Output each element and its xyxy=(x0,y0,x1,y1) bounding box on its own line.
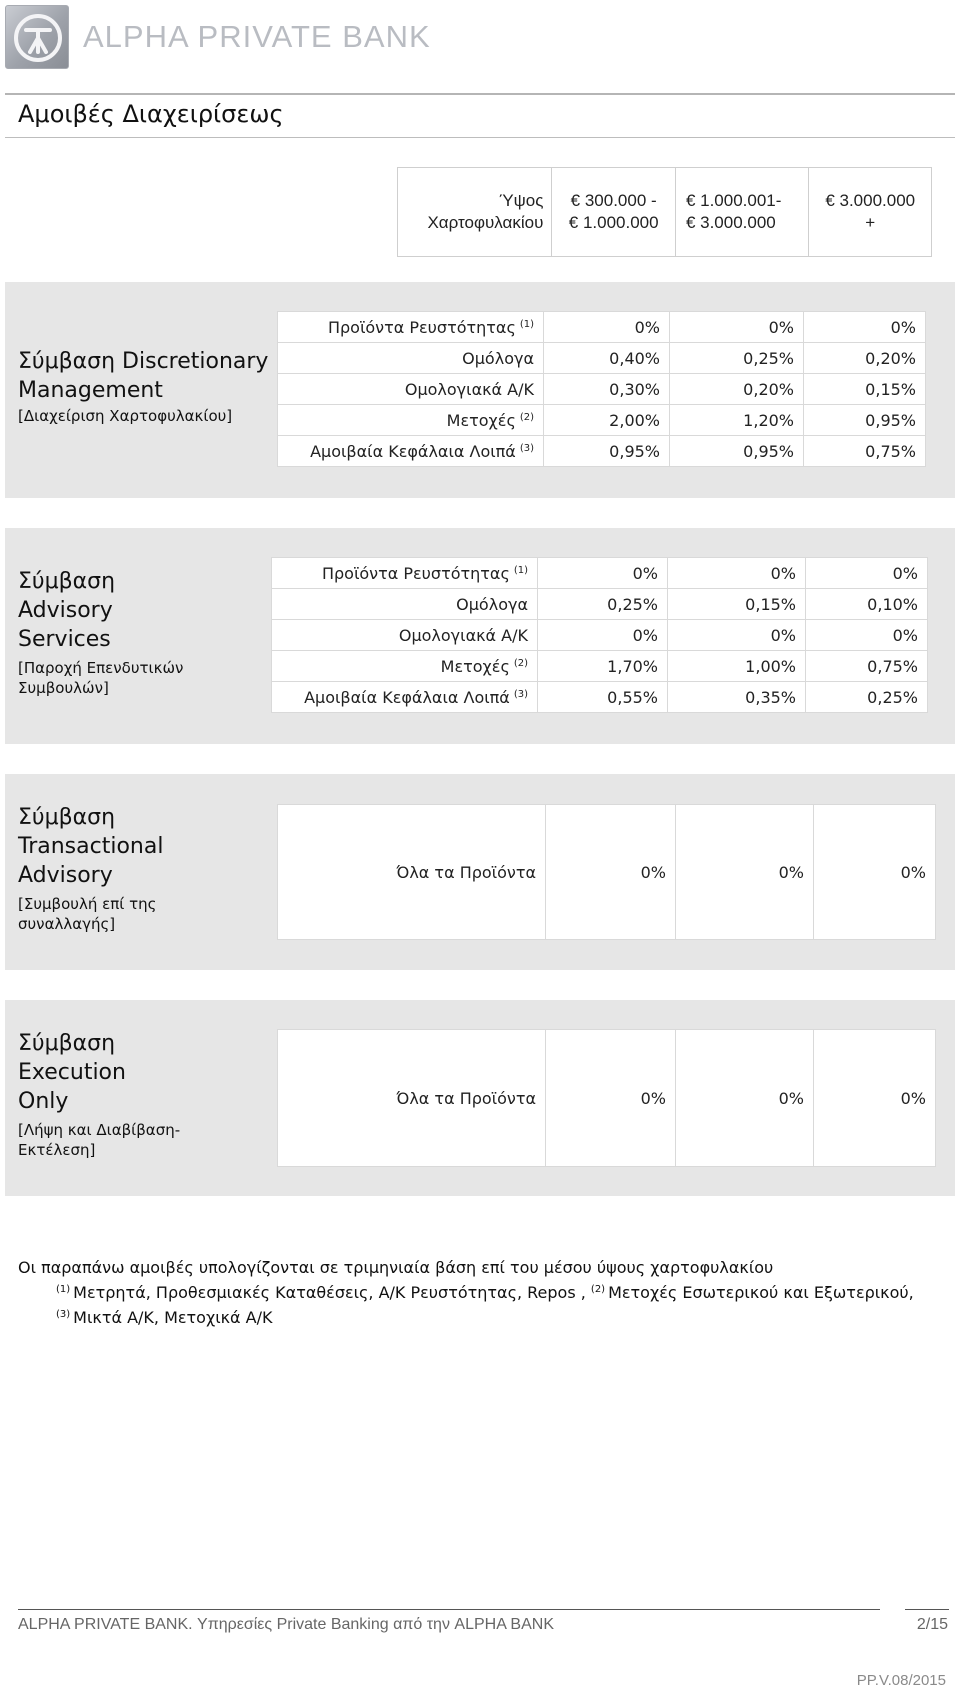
section-title-line: Advisory xyxy=(18,598,113,623)
footer-text: ALPHA PRIVATE BANK. Υπηρεσίες Private Banking από την ALPHA BANK xyxy=(18,1616,554,1633)
section-title-line: Management xyxy=(18,378,163,403)
section-transactional-advisory xyxy=(5,774,955,970)
fee-value: 0% xyxy=(814,805,936,940)
fee-value: 0,95% xyxy=(544,436,670,467)
table-row xyxy=(272,558,928,589)
product-cell xyxy=(272,682,538,713)
section-title-line: Σύμβαση Discretionary xyxy=(18,349,269,374)
footnote-text: Μετρητά, Προθεσμιακές Καταθέσεις, Α/Κ Ρευστότητας, Repos , xyxy=(73,1283,586,1302)
table-row xyxy=(272,589,928,620)
logo xyxy=(5,5,431,69)
portfolio-tiers-header xyxy=(397,167,932,257)
fee-value: 0,20% xyxy=(804,343,926,374)
section-title-line: Σύμβαση xyxy=(18,1031,116,1056)
tier-label-line: Ύψος xyxy=(499,191,544,210)
section-discretionary-management xyxy=(5,282,955,498)
fee-value: 0% xyxy=(806,620,928,651)
section-subtitle-line: [Παροχή Επενδυτικών xyxy=(18,659,184,677)
page-title: Αμοιβές Διαχειρίσεως xyxy=(18,100,284,128)
fee-value: 0,25% xyxy=(806,682,928,713)
fee-value: 0% xyxy=(546,1030,676,1167)
section-title xyxy=(18,1029,126,1116)
fee-value: 0% xyxy=(668,620,806,651)
section-title-line: Advisory xyxy=(18,863,113,888)
tier-range-line: € 3.000.000 xyxy=(685,213,776,232)
product-cell xyxy=(272,589,538,620)
fee-value: 0% xyxy=(538,558,668,589)
section-subtitle xyxy=(18,406,232,426)
fee-value: 0% xyxy=(804,312,926,343)
fee-value: 0,25% xyxy=(670,343,804,374)
section-subtitle-line: [Διαχείριση Χαρτοφυλακίου] xyxy=(18,407,233,425)
fee-table xyxy=(277,311,926,467)
section-subtitle xyxy=(18,658,183,698)
fee-value: 0% xyxy=(670,312,804,343)
section-title-line: Only xyxy=(18,1089,69,1114)
section-title xyxy=(18,803,163,890)
product-cell xyxy=(272,558,538,589)
product-cell xyxy=(278,312,544,343)
section-title xyxy=(18,347,268,405)
table-row xyxy=(278,405,926,436)
fee-value: 0,25% xyxy=(538,589,668,620)
section-subtitle-line: [Λήψη και Διαβίβαση- xyxy=(18,1121,181,1139)
table-row xyxy=(272,682,928,713)
header-rule xyxy=(5,93,955,95)
section-subtitle-line: [Συμβουλή επί της xyxy=(18,895,157,913)
fee-value: 0% xyxy=(676,1030,814,1167)
table-row xyxy=(272,651,928,682)
fee-value: 0,95% xyxy=(804,405,926,436)
footnote-text: Μετοχές Εσωτερικού και Εξωτερικού, xyxy=(608,1283,914,1302)
product-cell xyxy=(278,805,546,940)
product-cell xyxy=(272,651,538,682)
footnote-marker: (1) xyxy=(513,564,528,576)
footnote-marker: (3) xyxy=(519,442,534,454)
table-row xyxy=(278,312,926,343)
product-name: Μετοχές xyxy=(446,410,516,430)
section-title-line: Execution xyxy=(18,1060,126,1085)
section-execution-only xyxy=(5,1000,955,1196)
section-title-line: Σύμβαση xyxy=(18,805,116,830)
footnote-marker: (2) xyxy=(590,1284,606,1295)
fee-value: 1,00% xyxy=(668,651,806,682)
tier-range-line: € 3.000.000 xyxy=(825,191,916,210)
footnote-text: Μικτά Α/Κ, Μετοχικά Α/Κ xyxy=(73,1308,273,1327)
section-title xyxy=(18,567,115,654)
fee-value: 0% xyxy=(544,312,670,343)
tier-label xyxy=(398,168,552,256)
product-name: Ομολογιακά Α/Κ xyxy=(404,379,534,399)
alpha-bank-logo-icon xyxy=(5,5,69,69)
fee-value: 0,95% xyxy=(670,436,804,467)
section-title-line: Σύμβαση xyxy=(18,569,116,594)
brand-name: ALPHA PRIVATE BANK xyxy=(83,19,431,54)
section-title-line: Transactional xyxy=(18,834,164,859)
fee-value: 1,70% xyxy=(538,651,668,682)
product-name: Προϊόντα Ρευστότητας xyxy=(327,317,516,337)
product-name: Ομόλογα xyxy=(456,594,528,614)
page-number: 2/15 xyxy=(916,1616,948,1633)
fee-value: 0,75% xyxy=(806,651,928,682)
fee-value: 0% xyxy=(806,558,928,589)
section-subtitle xyxy=(18,894,156,934)
fee-value: 0,75% xyxy=(804,436,926,467)
notes-intro: Οι παραπάνω αμοιβές υπολογίζονται σε τριμηνιαία βάση επί του μέσου ύψους χαρτοφυλακίου xyxy=(18,1258,774,1277)
table-row xyxy=(278,374,926,405)
footnote-marker: (2) xyxy=(513,657,528,669)
product-cell xyxy=(278,436,544,467)
section-title-line: Services xyxy=(18,627,111,652)
fee-value: 0% xyxy=(546,805,676,940)
product-name: Αμοιβαία Κεφάλαια Λοιπά xyxy=(304,687,510,707)
section-subtitle xyxy=(18,1120,180,1160)
fee-notes xyxy=(18,1257,914,1329)
footnote-marker: (2) xyxy=(519,411,534,423)
section-advisory-services xyxy=(5,528,955,744)
fee-value: 0% xyxy=(668,558,806,589)
title-rule xyxy=(5,137,955,138)
section-subtitle-line: συναλλαγής] xyxy=(18,915,116,933)
table-row xyxy=(278,1030,936,1167)
fee-value: 0,40% xyxy=(544,343,670,374)
fee-value: 0,35% xyxy=(668,682,806,713)
product-name: Ομόλογα xyxy=(462,348,534,368)
footer-rule xyxy=(905,1609,949,1610)
document-code: PP.V.08/2015 xyxy=(856,1672,946,1689)
tier-range-line: € 1.000.001- xyxy=(685,191,782,210)
footnote-marker: (3) xyxy=(513,688,528,700)
table-row xyxy=(272,620,928,651)
notes-footnotes-line xyxy=(18,1304,914,1329)
fee-value: 0% xyxy=(814,1030,936,1167)
table-row xyxy=(278,805,936,940)
product-cell xyxy=(278,1030,546,1167)
fee-value: 0,30% xyxy=(544,374,670,405)
footer-rule xyxy=(18,1609,880,1610)
tier-range-line: € 1.000.000 xyxy=(568,213,659,232)
product-cell xyxy=(272,620,538,651)
fee-value: 0% xyxy=(538,620,668,651)
tier-column-2 xyxy=(676,168,810,256)
product-cell xyxy=(278,374,544,405)
footnote-marker: (3) xyxy=(56,1309,71,1320)
product-name: Ομολογιακά Α/Κ xyxy=(398,625,528,645)
tier-column-1 xyxy=(552,168,676,256)
fee-value: 2,00% xyxy=(544,405,670,436)
footnote-marker: (1) xyxy=(519,318,534,330)
footnote-marker: (1) xyxy=(56,1284,71,1295)
tier-range-line: + xyxy=(865,213,876,232)
product-name: Αμοιβαία Κεφάλαια Λοιπά xyxy=(310,441,516,461)
tier-range-line: € 300.000 - xyxy=(570,191,657,210)
table-row xyxy=(278,343,926,374)
section-subtitle-line: Συμβουλών] xyxy=(18,679,109,697)
fee-value: 0,55% xyxy=(538,682,668,713)
fee-table xyxy=(277,804,936,940)
fee-value: 0,10% xyxy=(806,589,928,620)
fee-value: 0,20% xyxy=(670,374,804,405)
fee-value: 0,15% xyxy=(668,589,806,620)
fee-table xyxy=(277,1029,936,1167)
tier-label-line: Χαρτοφυλακίου xyxy=(427,213,544,232)
notes-footnotes-line xyxy=(18,1279,914,1304)
fee-value: 1,20% xyxy=(670,405,804,436)
fee-value: 0% xyxy=(676,805,814,940)
product-name: Όλα τα Προϊόντα xyxy=(396,1088,536,1108)
product-cell xyxy=(278,343,544,374)
table-row xyxy=(278,436,926,467)
product-name: Όλα τα Προϊόντα xyxy=(396,862,536,882)
product-name: Προϊόντα Ρευστότητας xyxy=(321,563,510,583)
fee-value: 0,15% xyxy=(804,374,926,405)
product-name: Μετοχές xyxy=(440,656,510,676)
section-subtitle-line: Εκτέλεση] xyxy=(18,1141,96,1159)
tier-column-3 xyxy=(809,168,931,256)
product-cell xyxy=(278,405,544,436)
fee-table xyxy=(271,557,928,713)
